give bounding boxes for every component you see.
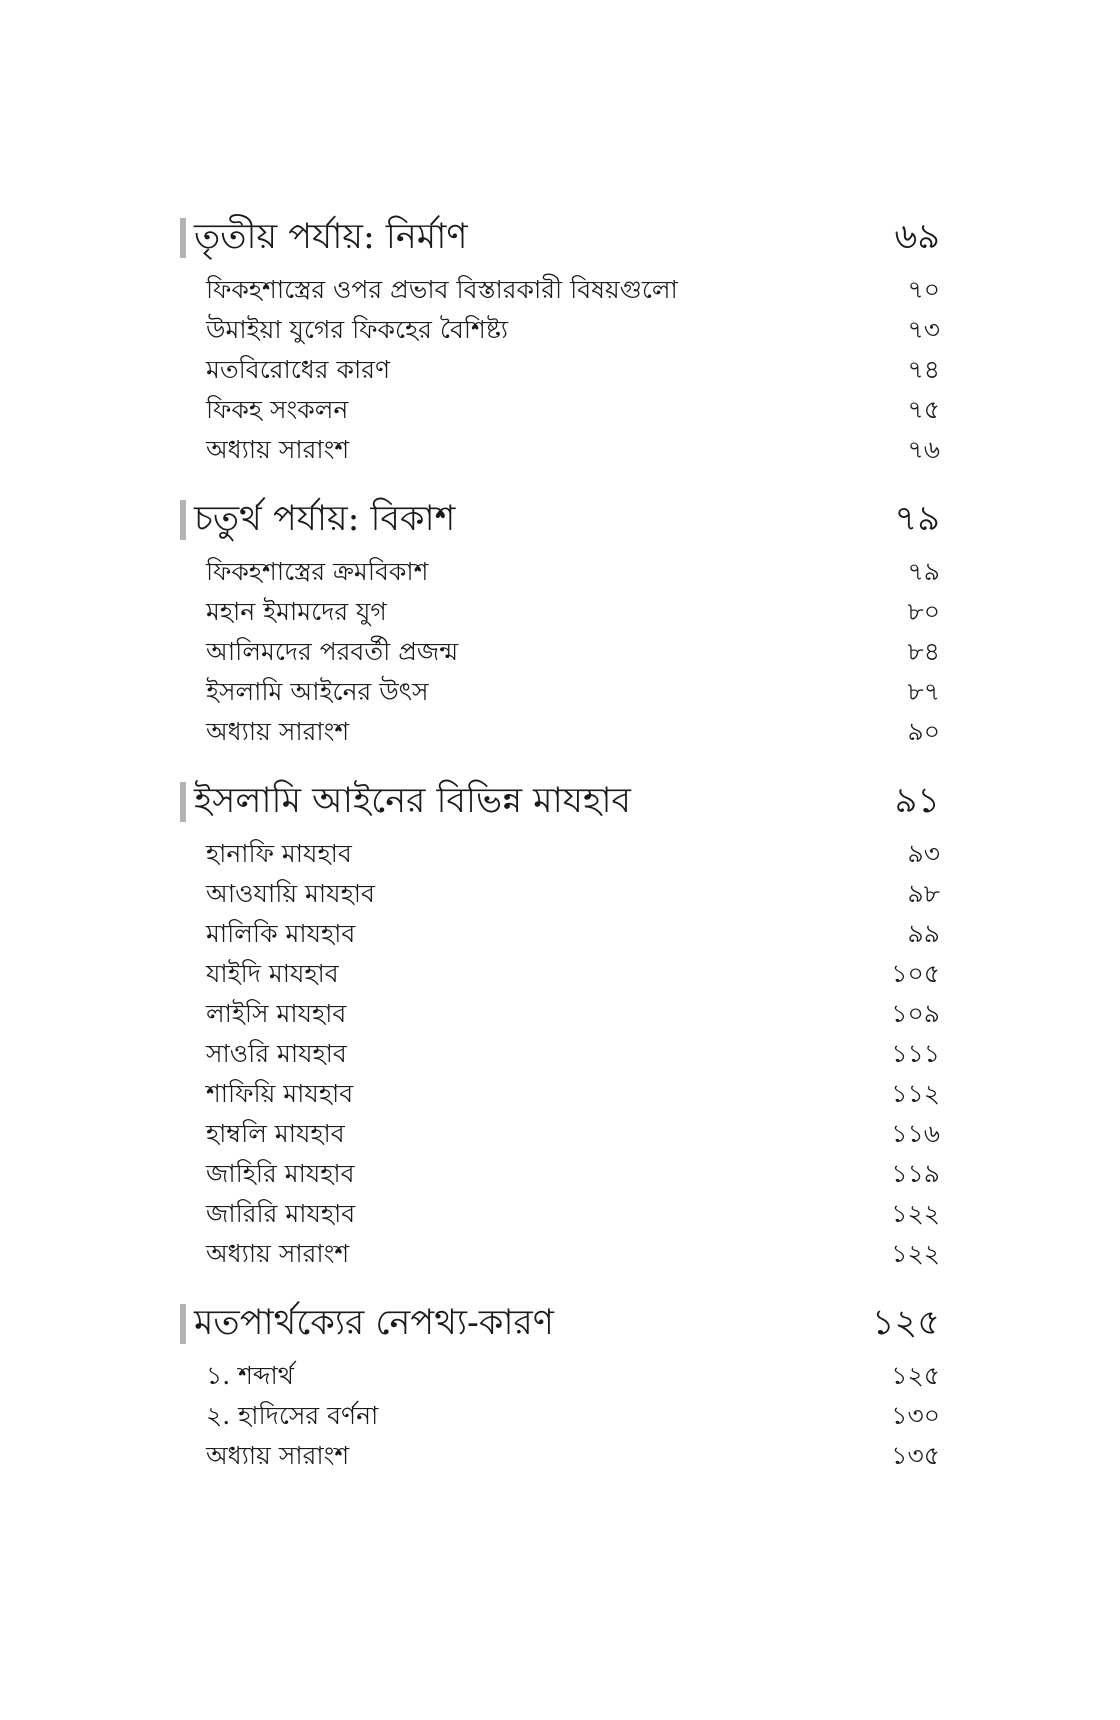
toc-entry[interactable]	[206, 1436, 940, 1476]
entry-title: ১. শব্দার্থ	[206, 1361, 294, 1390]
entry-page-number: ৮৪	[907, 637, 940, 666]
entry-page-number: ১৩০	[891, 1401, 940, 1430]
entry-page-number: ৯৮	[907, 879, 940, 908]
toc-section	[180, 492, 940, 752]
section-entries	[180, 834, 940, 1274]
entry-title: জারিরি মাযহাব	[206, 1199, 356, 1228]
toc-entry[interactable]	[206, 430, 940, 470]
section-marker-bar	[180, 782, 186, 822]
entry-title: ফিকহশাস্ত্রের ক্রমবিকাশ	[206, 557, 429, 586]
section-title: ইসলামি আইনের বিভিন্ন মাযহাব	[194, 781, 631, 821]
entry-title: অধ্যায় সারাংশ	[206, 1239, 350, 1268]
entry-title: ২. হাদিসের বর্ণনা	[206, 1401, 379, 1430]
entry-title: অধ্যায় সারাংশ	[206, 1441, 350, 1470]
toc-entry[interactable]	[206, 1234, 940, 1274]
section-entries	[180, 270, 940, 470]
entry-title: ফিকহ সংকলন	[206, 395, 349, 424]
toc-entry[interactable]	[206, 1074, 940, 1114]
toc-entry[interactable]	[206, 1194, 940, 1234]
entry-page-number: ৭৪	[907, 355, 940, 384]
toc-entry[interactable]	[206, 552, 940, 592]
entry-page-number: ১১২	[891, 1079, 940, 1108]
section-heading[interactable]	[180, 774, 940, 828]
toc-entry[interactable]	[206, 270, 940, 310]
entry-title: ফিকহশাস্ত্রের ওপর প্রভাব বিস্তারকারী বিষয়গুলো	[206, 275, 678, 304]
entry-page-number: ৭০	[907, 275, 940, 304]
entry-title: অধ্যায় সারাংশ	[206, 717, 350, 746]
entry-page-number: ১০৯	[891, 999, 940, 1028]
entry-page-number: ১১৬	[891, 1119, 940, 1148]
entry-page-number: ১২২	[891, 1239, 940, 1268]
section-entries	[180, 552, 940, 752]
section-page-number: ১২৫	[871, 1303, 940, 1343]
section-heading[interactable]	[180, 210, 940, 264]
entry-title: আলিমদের পরবর্তী প্রজন্ম	[206, 637, 459, 666]
toc-entry[interactable]	[206, 834, 940, 874]
entry-title: মহান ইমামদের যুগ	[206, 597, 387, 626]
entry-page-number: ৮৭	[907, 677, 940, 706]
entry-page-number: ৯০	[907, 717, 940, 746]
entry-page-number: ১৩৫	[891, 1441, 940, 1470]
entry-page-number: ১০৫	[891, 959, 940, 988]
entry-title: আওযায়ি মাযহাব	[206, 879, 375, 908]
entry-title: শাফিয়ি মাযহাব	[206, 1079, 354, 1108]
entry-title: মতবিরোধের কারণ	[206, 355, 391, 384]
section-heading[interactable]	[180, 492, 940, 546]
toc-entry[interactable]	[206, 914, 940, 954]
toc-entry[interactable]	[206, 632, 940, 672]
section-page-number: ৬৯	[894, 217, 940, 257]
section-heading[interactable]	[180, 1296, 940, 1350]
toc-entry[interactable]	[206, 350, 940, 390]
entry-title: হানাফি মাযহাব	[206, 839, 352, 868]
entry-page-number: ৭৩	[907, 315, 940, 344]
toc-section	[180, 210, 940, 470]
toc-section	[180, 774, 940, 1274]
entry-title: লাইসি মাযহাব	[206, 999, 347, 1028]
section-page-number: ৯১	[894, 781, 940, 821]
section-marker-bar	[180, 218, 186, 258]
table-of-contents	[180, 210, 940, 1498]
entry-title: জাহিরি মাযহাব	[206, 1159, 355, 1188]
toc-entry[interactable]	[206, 1034, 940, 1074]
toc-entry[interactable]	[206, 1114, 940, 1154]
section-page-number: ৭৯	[894, 499, 940, 539]
section-title: চতুর্থ পর্যায়: বিকাশ	[194, 499, 456, 539]
toc-entry[interactable]	[206, 390, 940, 430]
section-entries	[180, 1356, 940, 1476]
toc-entry[interactable]	[206, 1396, 940, 1436]
entry-page-number: ৮০	[907, 597, 940, 626]
section-marker-bar	[180, 500, 186, 540]
toc-entry[interactable]	[206, 994, 940, 1034]
toc-entry[interactable]	[206, 592, 940, 632]
toc-entry[interactable]	[206, 672, 940, 712]
entry-title: ইসলামি আইনের উৎস	[206, 677, 429, 706]
entry-page-number: ৭৬	[907, 435, 940, 464]
entry-title: উমাইয়া যুগের ফিকহের বৈশিষ্ট্য	[206, 315, 509, 344]
toc-entry[interactable]	[206, 712, 940, 752]
section-marker-bar	[180, 1304, 186, 1344]
entry-page-number: ১২২	[891, 1199, 940, 1228]
entry-page-number: ১২৫	[891, 1361, 940, 1390]
entry-page-number: ৯৯	[907, 919, 940, 948]
toc-section	[180, 1296, 940, 1476]
entry-page-number: ৭৫	[907, 395, 940, 424]
section-title: মতপার্থক্যের নেপথ্য-কারণ	[194, 1303, 554, 1343]
entry-page-number: ১১১	[891, 1039, 940, 1068]
toc-entry[interactable]	[206, 954, 940, 994]
entry-page-number: ৭৯	[907, 557, 940, 586]
entry-title: মালিকি মাযহাব	[206, 919, 356, 948]
entry-page-number: ৯৩	[907, 839, 940, 868]
toc-entry[interactable]	[206, 310, 940, 350]
entry-title: হাম্বলি মাযহাব	[206, 1119, 345, 1148]
toc-entry[interactable]	[206, 1356, 940, 1396]
entry-title: যাইদি মাযহাব	[206, 959, 339, 988]
entry-title: অধ্যায় সারাংশ	[206, 435, 350, 464]
entry-page-number: ১১৯	[891, 1159, 940, 1188]
toc-entry[interactable]	[206, 874, 940, 914]
section-title: তৃতীয় পর্যায়: নির্মাণ	[194, 217, 468, 257]
toc-entry[interactable]	[206, 1154, 940, 1194]
entry-title: সাওরি মাযহাব	[206, 1039, 347, 1068]
